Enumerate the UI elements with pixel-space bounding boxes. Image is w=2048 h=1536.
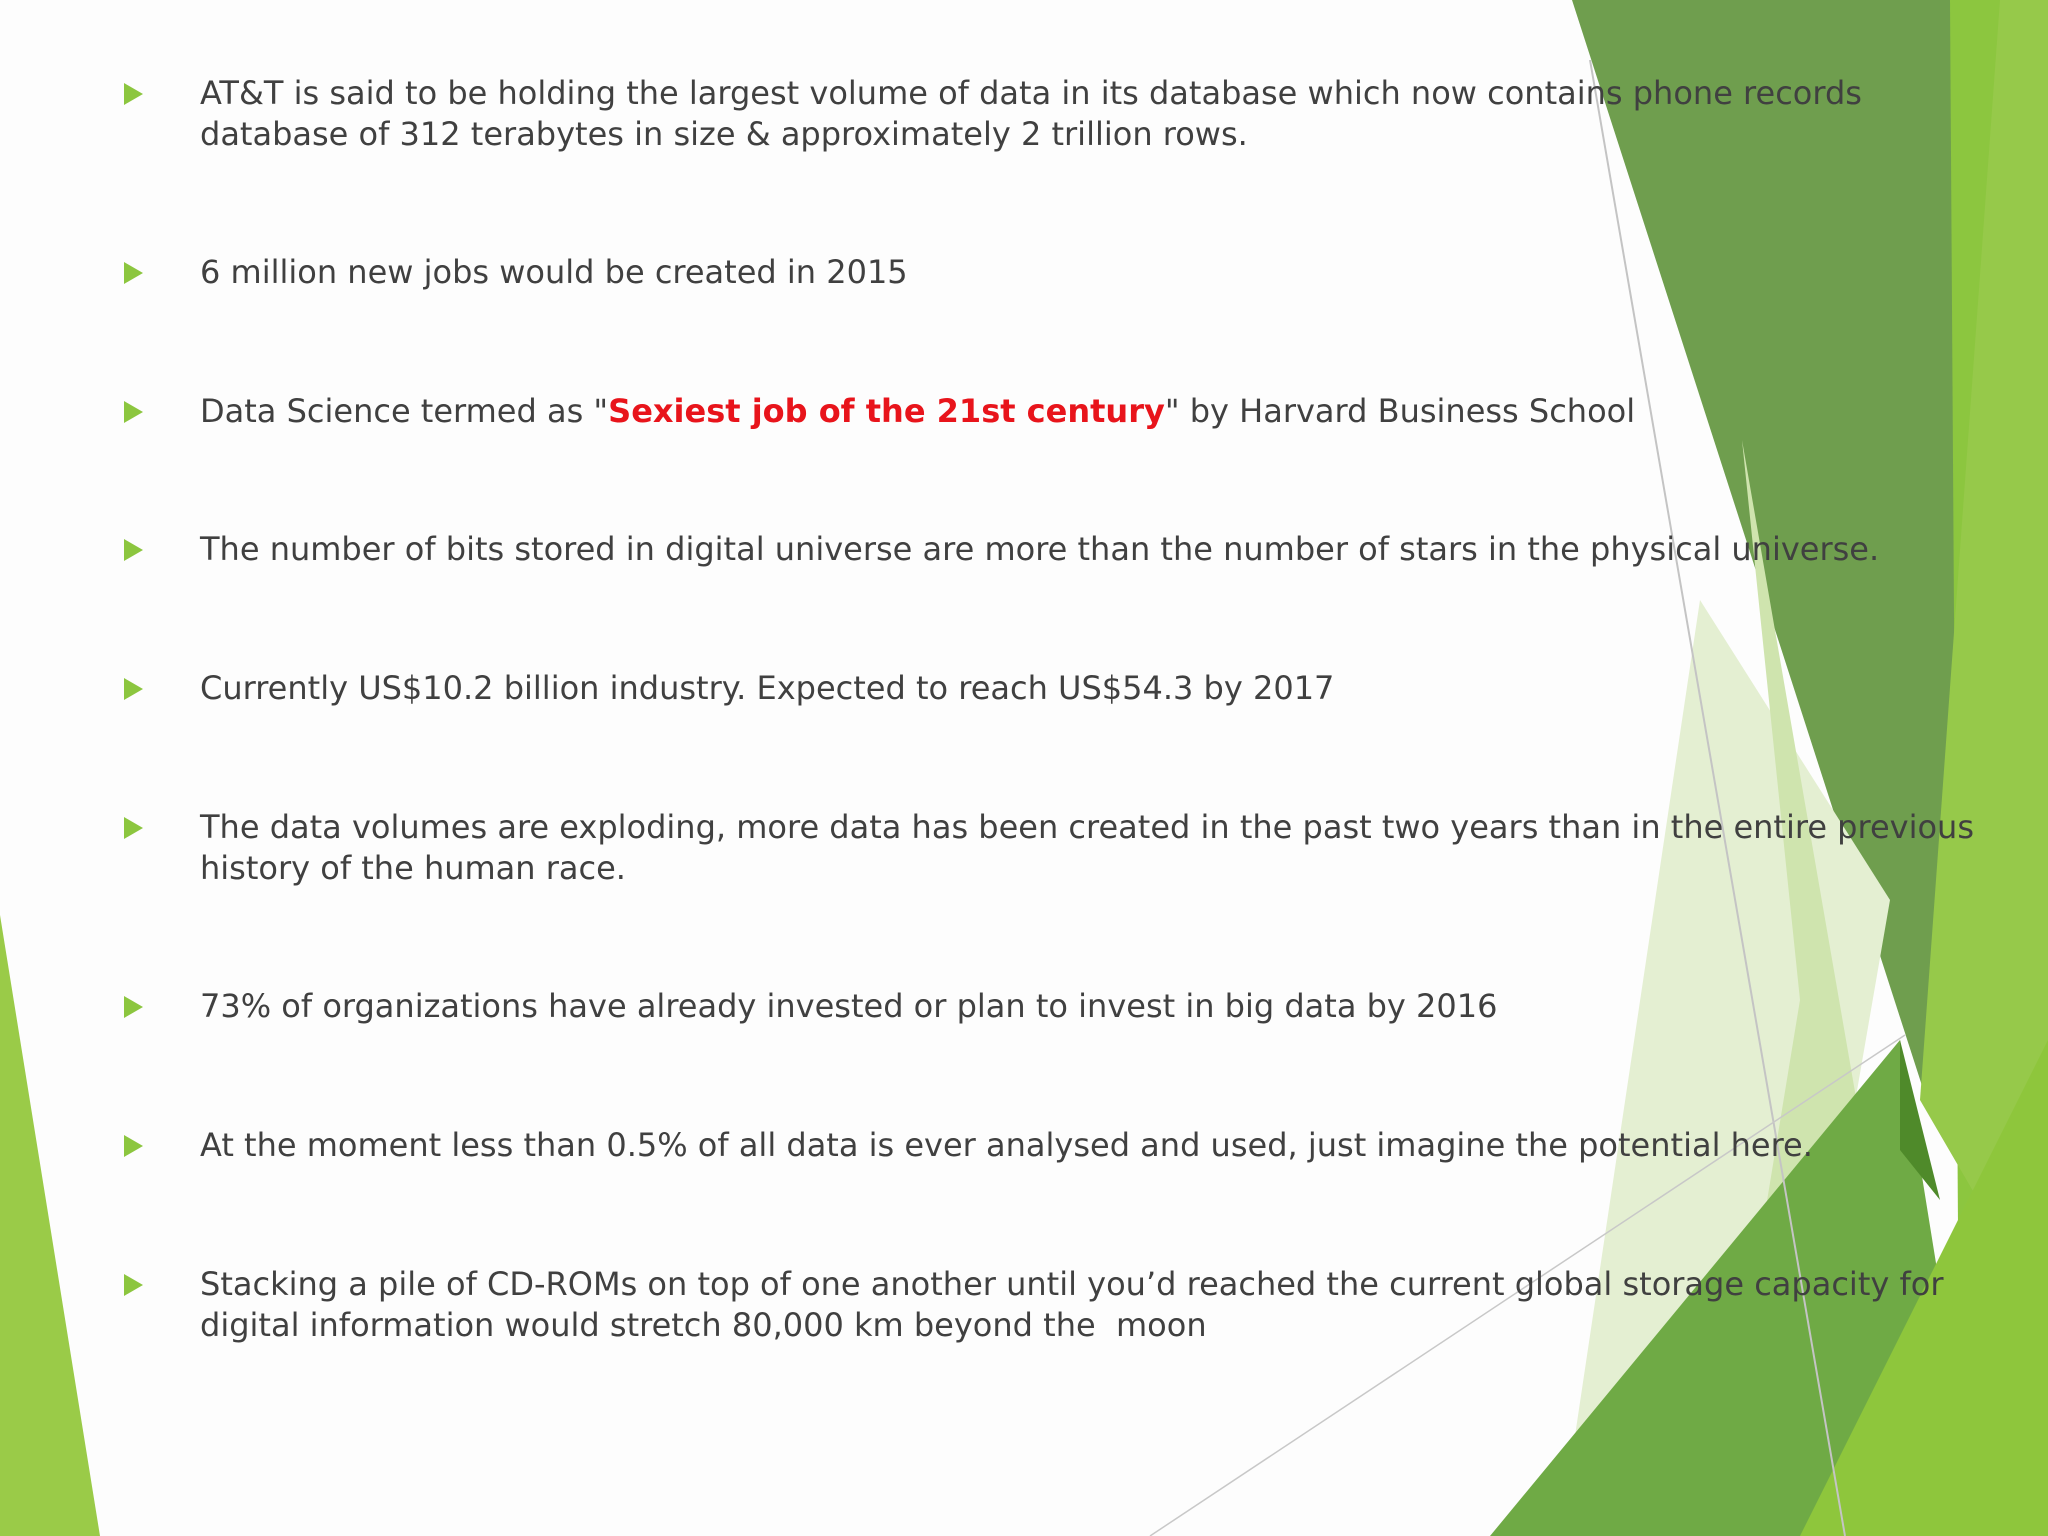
bullet-arrow-icon (124, 401, 143, 423)
bullet-text: Currently US$10.2 billion industry. Expected to reach US$54.3 by 2017 (200, 669, 1335, 707)
bullet-arrow-icon (124, 817, 143, 839)
bullet-text: 6 million new jobs would be created in 2015 (200, 253, 908, 291)
bullet-text (200, 807, 1980, 889)
bullet-arrow-icon (124, 1135, 143, 1157)
bullet-text-after: " by Harvard Business School (1164, 392, 1636, 430)
bullet-text-line-1: AT&T is said to be holding the largest volume of data in its database which now contains phone records (200, 74, 1862, 112)
bullet-text-line-2: history of the human race. (200, 849, 626, 887)
emphasized-phrase: Sexiest job of the 21st century (608, 392, 1165, 430)
bullet-text: At the moment less than 0.5% of all data is ever analysed and used, just imagine the potential here. (200, 1126, 1813, 1164)
bullet-arrow-icon (124, 539, 143, 561)
bullet-arrow-icon (124, 262, 143, 284)
bullet-text-before: Data Science termed as " (200, 392, 609, 430)
bullet-arrow-icon (124, 83, 143, 105)
bullet-text (200, 1264, 1980, 1346)
bullet-text-line-1: The data volumes are exploding, more data has been created in the past two years than in the entire previous (200, 808, 1974, 846)
bullet-text: 73% of organizations have already invested or plan to invest in big data by 2016 (200, 987, 1498, 1025)
bullet-text (200, 391, 1980, 432)
bullet-arrow-icon (124, 678, 143, 700)
bullet-text-line-1: Stacking a pile of CD-ROMs on top of one another until you’d reached the current global storage capacity for (200, 1265, 1944, 1303)
bullet-text (200, 73, 1980, 155)
bullet-text-line-2: database of 312 terabytes in size & approximately 2 trillion rows. (200, 115, 1248, 153)
bullet-text: The number of bits stored in digital universe are more than the number of stars in the physical universe. (200, 530, 1880, 568)
bullet-arrow-icon (124, 1274, 143, 1296)
bullet-text-line-2: digital information would stretch 80,000 km beyond the moon (200, 1306, 1207, 1344)
bullet-arrow-icon (124, 996, 143, 1018)
